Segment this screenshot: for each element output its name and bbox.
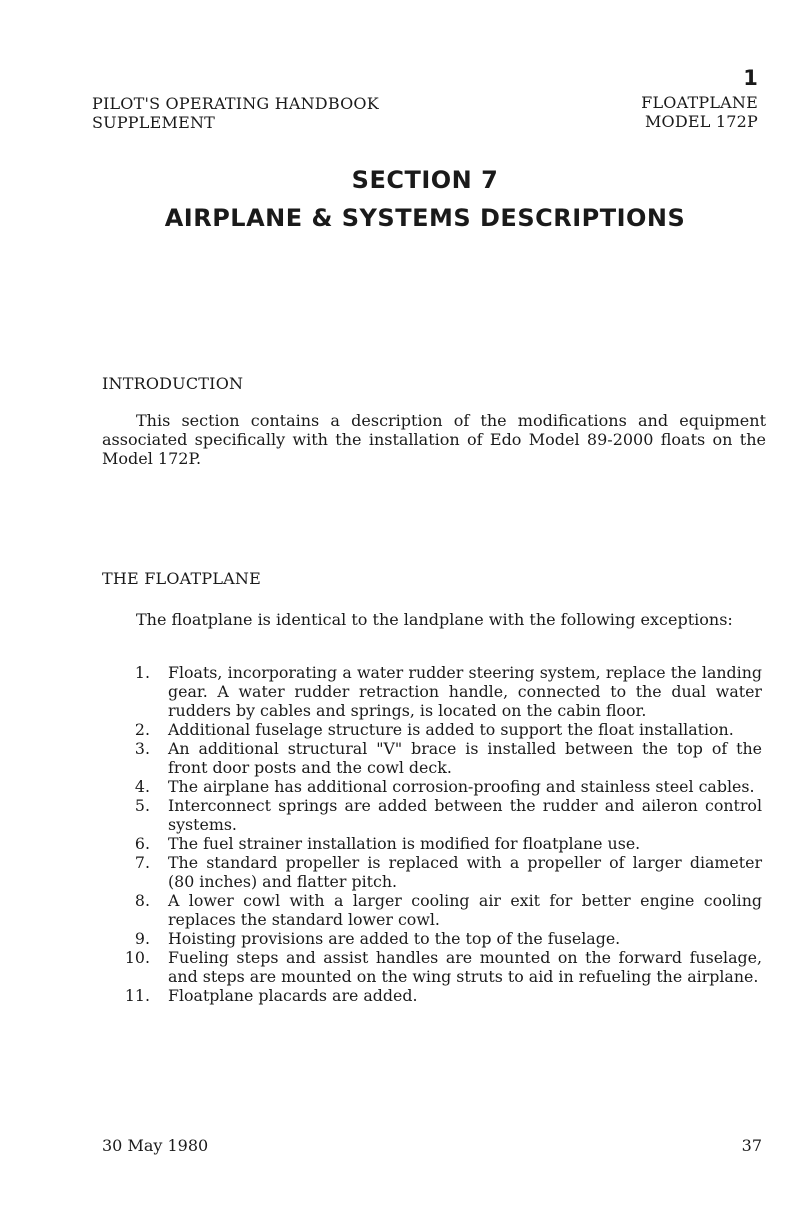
floatplane-heading: THE FLOATPLANE <box>102 569 262 588</box>
introduction-paragraph <box>102 411 766 468</box>
item-number: 11. <box>124 986 150 1005</box>
item-text: The fuel strainer installation is modified for floatplane use. <box>168 834 641 853</box>
list-item <box>102 853 762 891</box>
model-block <box>641 66 758 131</box>
footer-date: 30 May 1980 <box>102 1136 209 1155</box>
list-item <box>102 796 762 834</box>
item-number: 5. <box>134 796 150 815</box>
item-text: Interconnect springs are added between the rudder and aileron control systems. <box>168 796 762 834</box>
item-text: Fueling steps and assist handles are mounted on the forward fuselage, and steps are mounted on the wing struts to aid in refueling the airplane. <box>168 948 762 986</box>
list-item <box>102 834 762 853</box>
list-item <box>102 986 762 1005</box>
footer-page-number: 37 <box>741 1136 762 1155</box>
list-item <box>102 739 762 777</box>
item-text: An additional structural "V" brace is installed between the top of the front door posts and the cowl deck. <box>168 739 762 777</box>
item-number: 8. <box>134 891 150 910</box>
section-heading: SECTION 7 <box>351 166 499 194</box>
introduction-heading: INTRODUCTION <box>102 374 244 393</box>
supplement-number: 1 <box>743 66 758 90</box>
exceptions-list <box>102 663 762 1005</box>
floatplane-paragraph <box>102 610 766 629</box>
item-text: Hoisting provisions are added to the top of the fuselage. <box>168 929 621 948</box>
item-number: 10. <box>124 948 150 967</box>
list-item <box>102 777 762 796</box>
item-number: 2. <box>134 720 150 739</box>
introduction-text: This section contains a description of the modifications and equipment associated specifically with the installation of Edo Model 89-2000 floats on the Model 172P. <box>102 411 766 468</box>
document-title <box>92 94 379 132</box>
list-item <box>102 663 762 720</box>
floatplane-text: The floatplane is identical to the landplane with the following exceptions: <box>136 610 733 629</box>
item-text: Floats, incorporating a water rudder steering system, replace the landing gear. A water rudder retraction handle, connected to the dual water rudders by cables and springs, is located on the cabin floor. <box>168 663 762 720</box>
item-text: The standard propeller is replaced with a propeller of larger diameter (80 inches) and flatter pitch. <box>168 853 762 891</box>
item-number: 7. <box>134 853 150 872</box>
item-text: Floatplane placards are added. <box>168 986 418 1005</box>
model-label: MODEL 172P <box>644 112 758 131</box>
item-number: 4. <box>134 777 150 796</box>
list-item <box>102 720 762 739</box>
list-item <box>102 891 762 929</box>
supplement-label: SUPPLEMENT <box>92 113 216 132</box>
item-text: A lower cowl with a larger cooling air exit for better engine cooling replaces the standard lower cowl. <box>168 891 762 929</box>
item-text: Additional fuselage structure is added to support the float installation. <box>168 720 734 739</box>
list-item <box>102 948 762 986</box>
item-number: 6. <box>134 834 150 853</box>
item-number: 1. <box>134 663 150 682</box>
item-number: 9. <box>134 929 150 948</box>
item-text: The airplane has additional corrosion-proofing and stainless steel cables. <box>168 777 755 796</box>
floatplane-label: FLOATPLANE <box>641 93 758 112</box>
item-number: 3. <box>134 739 150 758</box>
section-subtitle: AIRPLANE & SYSTEMS DESCRIPTIONS <box>164 204 686 232</box>
list-item <box>102 929 762 948</box>
handbook-title: PILOT'S OPERATING HANDBOOK <box>92 94 379 113</box>
